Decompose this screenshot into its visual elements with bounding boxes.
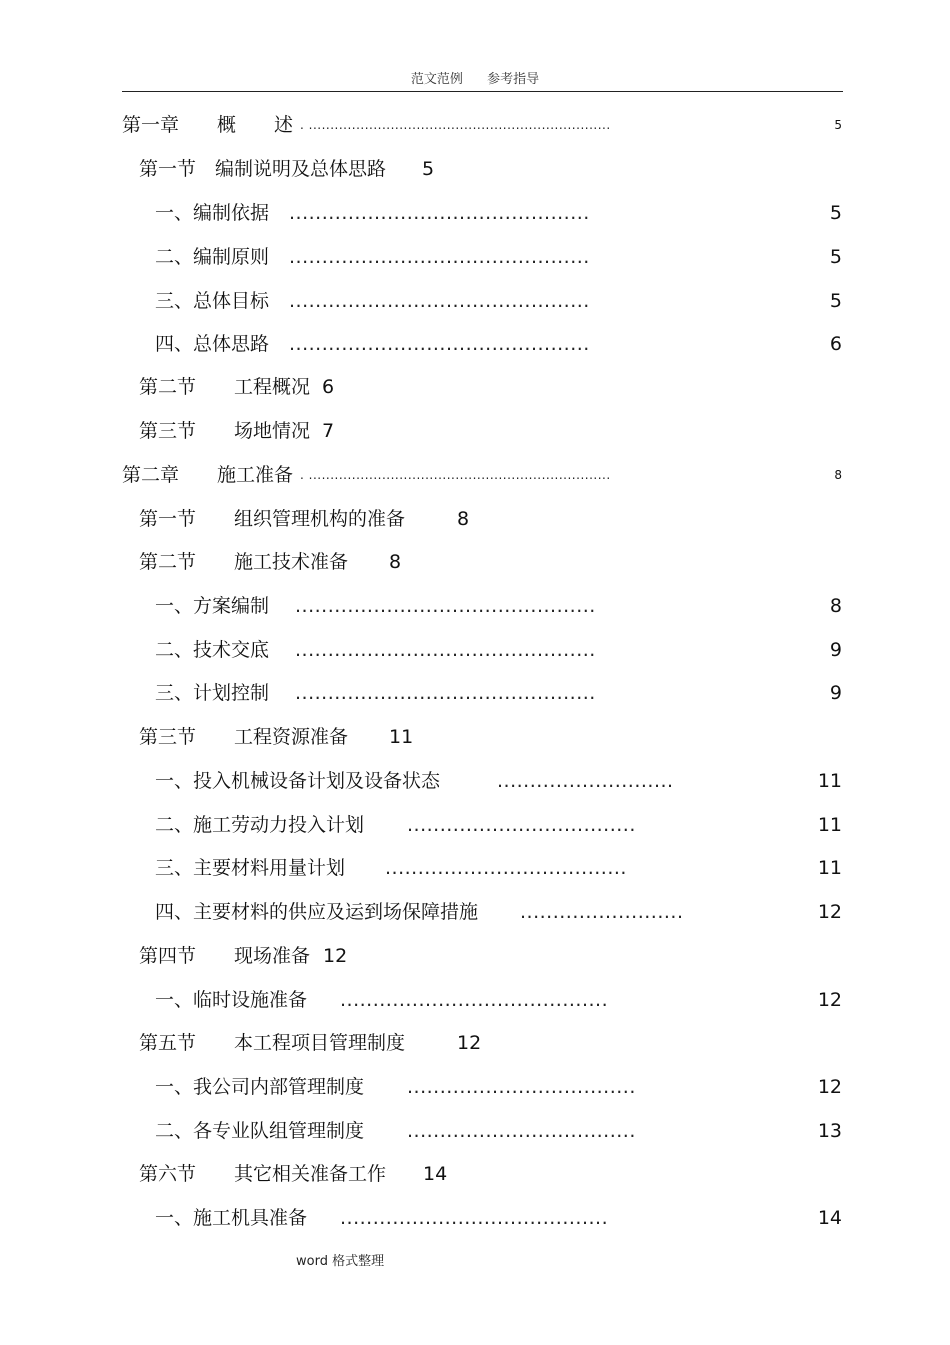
toc-entry-item[interactable]	[0, 635, 950, 665]
toc-dots: .........................................	[340, 1207, 609, 1229]
toc-page: 6	[829, 333, 842, 355]
toc-label: 第二节 施工技术准备	[139, 551, 349, 573]
toc-page: 8	[829, 595, 842, 617]
toc-entry-item[interactable]	[0, 1203, 950, 1233]
toc-page: 5	[422, 158, 435, 180]
toc-entry-section[interactable]	[0, 941, 950, 971]
toc-entry-section[interactable]	[0, 372, 950, 402]
toc-page: 7	[322, 420, 335, 442]
toc-dots: ..............................................	[289, 333, 590, 355]
toc-entry-item[interactable]	[0, 985, 950, 1015]
toc-page: 12	[817, 901, 842, 923]
toc-page: 12	[323, 945, 348, 967]
toc-label: 一、投入机械设备计划及设备状态	[155, 770, 441, 792]
toc-label: 三、计划控制	[155, 682, 270, 704]
toc-label: 二、施工劳动力投入计划	[155, 814, 365, 836]
toc-dots: ...........................	[497, 770, 674, 792]
toc-label: 第三节 场地情况	[139, 420, 311, 442]
toc-dots: . ......................................................................	[300, 118, 611, 132]
toc-dots: ..............................................	[289, 246, 590, 268]
toc-page: 13	[817, 1120, 842, 1142]
toc-entry-section[interactable]	[0, 722, 950, 752]
toc-label: 第二节 工程概况	[139, 376, 311, 398]
toc-dots: ..............................................	[289, 290, 590, 312]
header-left-text: 范文范例	[410, 72, 463, 87]
toc-page: 6	[322, 376, 335, 398]
toc-entry-item[interactable]	[0, 1072, 950, 1102]
toc-entry-item[interactable]	[0, 678, 950, 708]
toc-page: 12	[817, 1076, 842, 1098]
toc-page: 8	[457, 508, 470, 530]
toc-dots: ..............................................	[289, 202, 590, 224]
toc-page: 8	[834, 468, 842, 482]
page-footer: word 格式整理	[296, 1254, 385, 1269]
toc-page: 11	[817, 814, 842, 836]
toc-page: 9	[829, 682, 842, 704]
header-rule	[122, 91, 843, 92]
toc-entry-item[interactable]	[0, 286, 950, 316]
toc-dots: ..............................................	[295, 682, 596, 704]
toc-dots: .....................................	[385, 857, 627, 879]
toc-label: 第一章 概 述	[122, 114, 294, 136]
toc-dots: ..............................................	[295, 639, 596, 661]
toc-label: 三、总体目标	[155, 290, 270, 312]
toc-dots: .........................................	[340, 989, 609, 1011]
toc-page: 11	[817, 857, 842, 879]
toc-label: 二、各专业队组管理制度	[155, 1120, 365, 1142]
toc-label: 一、编制依据	[155, 202, 270, 224]
toc-dots: ..............................................	[295, 595, 596, 617]
toc-page: 5	[829, 290, 842, 312]
toc-entry-item[interactable]	[0, 1116, 950, 1146]
toc-page: 12	[817, 989, 842, 1011]
toc-label: 第五节 本工程项目管理制度	[139, 1032, 406, 1054]
toc-label: 一、我公司内部管理制度	[155, 1076, 365, 1098]
toc-page: 9	[829, 639, 842, 661]
toc-page: 5	[829, 202, 842, 224]
toc-dots: . ......................................................................	[300, 468, 611, 482]
toc-page: 5	[829, 246, 842, 268]
toc-page: 8	[389, 551, 402, 573]
toc-label: 三、主要材料用量计划	[155, 857, 346, 879]
toc-entry-item[interactable]	[0, 766, 950, 796]
toc-label: 四、总体思路	[155, 333, 270, 355]
toc-label: 一、临时设施准备	[155, 989, 308, 1011]
toc-label: 第一节 组织管理机构的准备	[139, 508, 406, 530]
toc-dots: ...................................	[407, 1076, 636, 1098]
toc-entry-item[interactable]	[0, 198, 950, 228]
toc-label: 第三节 工程资源准备	[139, 726, 349, 748]
toc-entry-section[interactable]	[0, 1028, 950, 1058]
toc-label: 一、施工机具准备	[155, 1207, 308, 1229]
toc-entry-item[interactable]	[0, 897, 950, 927]
toc-label: 四、主要材料的供应及运到场保障措施	[155, 901, 479, 923]
toc-page: 14	[423, 1163, 448, 1185]
toc-page: 5	[834, 118, 842, 132]
toc-page: 11	[817, 770, 842, 792]
toc-entry-section[interactable]	[0, 1159, 950, 1189]
toc-entry-section[interactable]	[0, 154, 950, 184]
toc-dots: .........................	[520, 901, 684, 923]
toc-entry-section[interactable]	[0, 504, 950, 534]
toc-dots: ...................................	[407, 814, 636, 836]
toc-entry-item[interactable]	[0, 853, 950, 883]
toc-page: 14	[817, 1207, 842, 1229]
toc-label: 第二章 施工准备	[122, 464, 294, 486]
toc-entry-item[interactable]	[0, 242, 950, 272]
toc-label: 二、编制原则	[155, 246, 270, 268]
toc-entry-item[interactable]	[0, 329, 950, 359]
toc-label: 第四节 现场准备	[139, 945, 311, 967]
toc-page: 11	[389, 726, 414, 748]
toc-entry-item[interactable]	[0, 591, 950, 621]
toc-label: 一、方案编制	[155, 595, 270, 617]
toc-page: 12	[457, 1032, 482, 1054]
toc-entry-section[interactable]	[0, 416, 950, 446]
toc-dots: ...................................	[407, 1120, 636, 1142]
toc-label: 二、技术交底	[155, 639, 270, 661]
toc-label: 第六节 其它相关准备工作	[139, 1163, 387, 1185]
toc-entry-item[interactable]	[0, 810, 950, 840]
page-header	[0, 68, 950, 87]
toc-entry-chapter[interactable]	[0, 110, 950, 140]
toc-entry-chapter[interactable]	[0, 460, 950, 490]
header-right-text: 参考指导	[487, 72, 540, 87]
toc-entry-section[interactable]	[0, 547, 950, 577]
toc-label: 第一节 编制说明及总体思路	[139, 158, 387, 180]
